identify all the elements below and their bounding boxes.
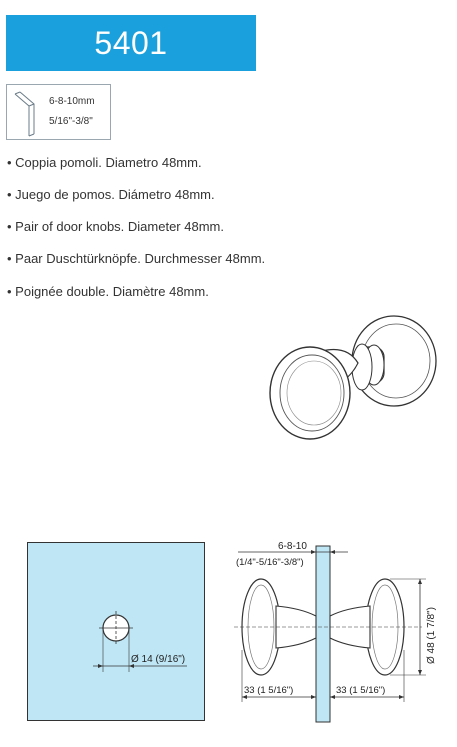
hole-diagram xyxy=(27,542,207,724)
description-german: • Paar Duschtürknöpfe. Durchmesser 48mm. xyxy=(7,251,266,266)
right-depth-label: 33 (1 5/16") xyxy=(336,685,386,696)
thickness-inch: 5/16"-3/8" xyxy=(49,116,93,127)
thickness-mm: 6-8-10mm xyxy=(49,96,95,107)
product-illustration xyxy=(262,305,452,455)
description-italian: • Coppia pomoli. Diametro 48mm. xyxy=(7,155,202,170)
model-header xyxy=(6,15,256,71)
glass-thickness-inch-label: (1/4"-5/16"-3/8") xyxy=(236,557,304,568)
left-depth-label: 33 (1 5/16") xyxy=(244,685,294,696)
model-number: 5401 xyxy=(94,24,168,61)
glass-profile-icon xyxy=(9,86,45,140)
knob-diameter-label: Ø 48 (1 7/8") xyxy=(426,607,437,664)
description-english: • Pair of door knobs. Diameter 48mm. xyxy=(7,219,224,234)
glass-thickness-box xyxy=(6,84,111,140)
glass-thickness-label: 6-8-10 xyxy=(278,541,307,552)
side-view-diagram xyxy=(230,540,455,740)
glass-panel xyxy=(316,546,330,722)
description-french: • Poignée double. Diamètre 48mm. xyxy=(7,284,209,299)
description-spanish: • Juego de pomos. Diámetro 48mm. xyxy=(7,187,215,202)
hole-diameter-label: Ø 14 (9/16") xyxy=(131,654,186,665)
